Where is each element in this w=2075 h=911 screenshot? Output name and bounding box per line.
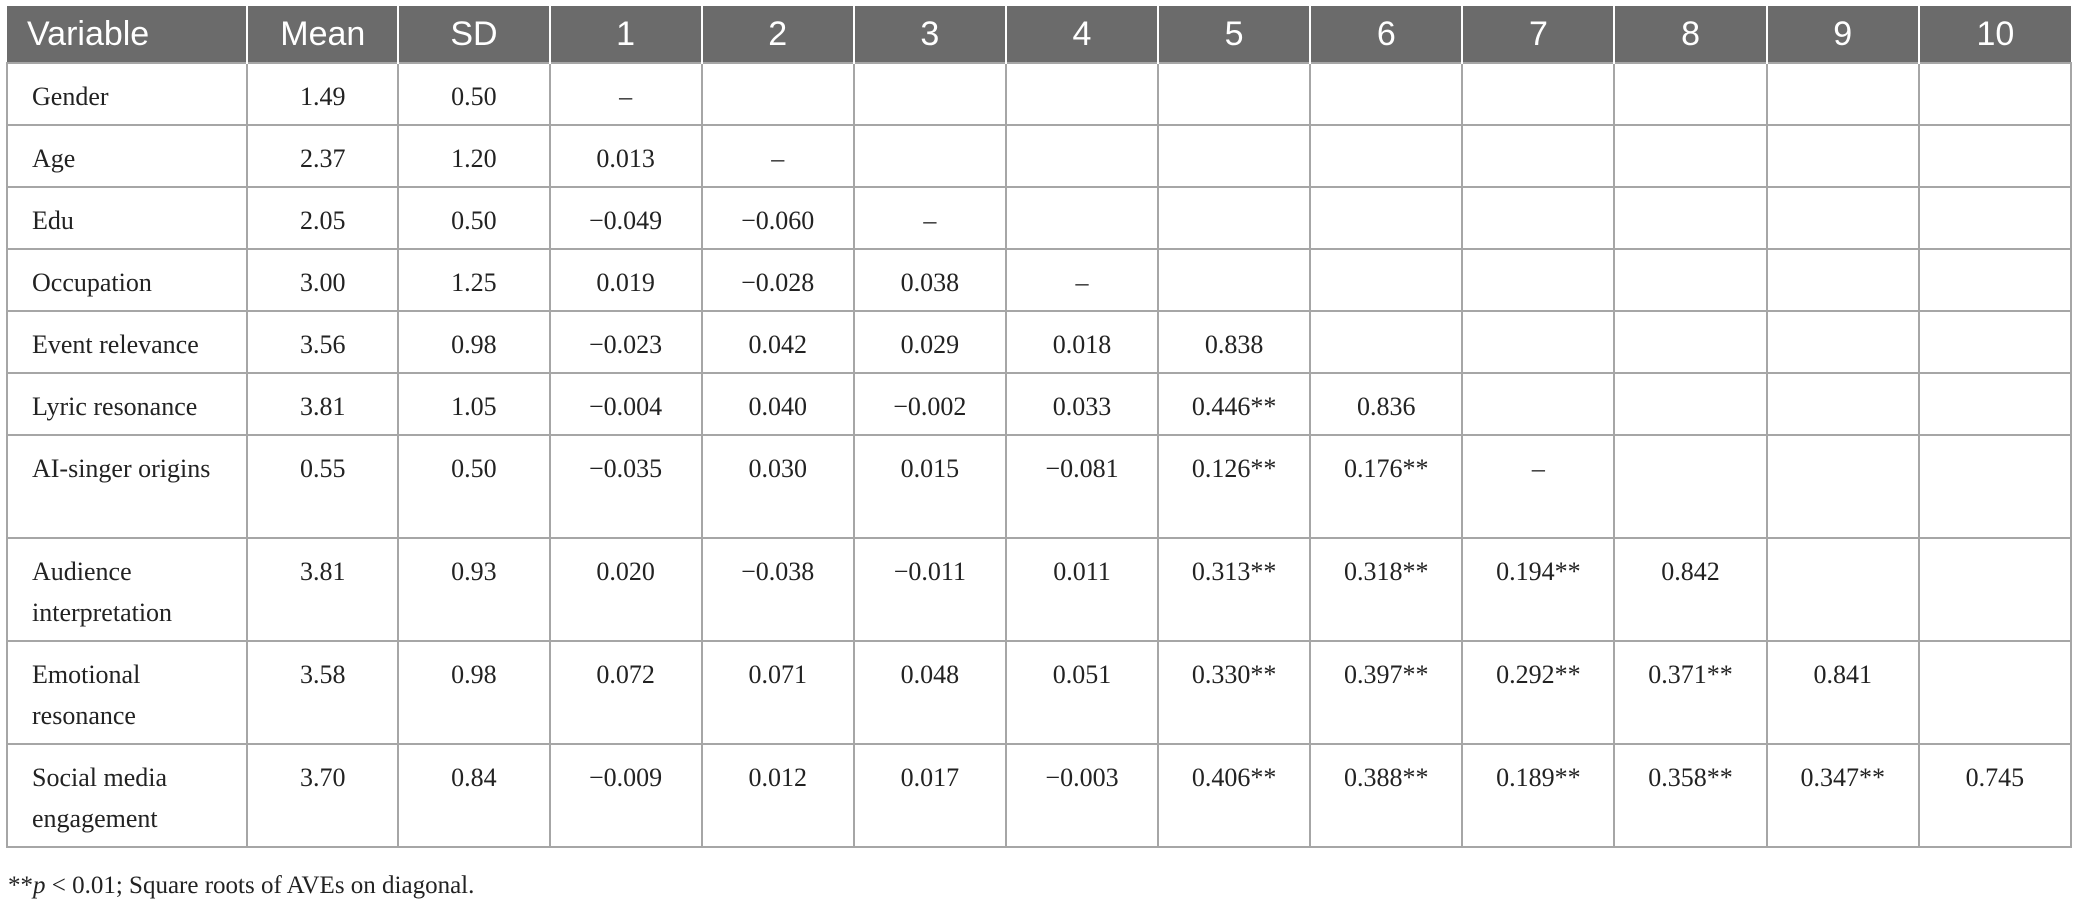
mean-cell: 3.56 [247,311,398,373]
header-cell-2: 2 [702,6,854,63]
header-cell-7: 7 [1462,6,1614,63]
mean-cell: 1.49 [247,63,398,125]
correlation-cell [1919,641,2071,744]
header-cell-4: 4 [1006,6,1158,63]
mean-cell: 3.58 [247,641,398,744]
correlation-cell [1614,125,1766,187]
mean-cell: 3.70 [247,744,398,847]
correlation-cell: 0.397** [1310,641,1462,744]
correlation-cell: 0.017 [854,744,1006,847]
correlation-cell: 0.318** [1310,538,1462,641]
correlation-cell [1767,311,1919,373]
sd-cell: 0.98 [398,641,549,744]
variable-cell: Age [7,125,247,187]
variable-cell: Gender [7,63,247,125]
header-cell-5: 5 [1158,6,1310,63]
correlation-cell: −0.081 [1006,435,1158,538]
footnote-stars: ** [8,872,33,899]
mean-cell: 3.81 [247,538,398,641]
correlation-cell: −0.003 [1006,744,1158,847]
header-cell-6: 6 [1310,6,1462,63]
footnote-p-symbol: p [33,872,46,899]
correlation-cell [1614,311,1766,373]
correlation-cell [1310,249,1462,311]
correlation-cell [1006,125,1158,187]
correlation-cell: −0.028 [702,249,854,311]
correlation-cell [1919,187,2071,249]
sd-cell: 0.50 [398,63,549,125]
correlation-cell [1006,63,1158,125]
correlation-cell: 0.072 [550,641,702,744]
correlation-cell [1919,311,2071,373]
correlation-cell [1767,373,1919,435]
correlation-cell [1462,311,1614,373]
correlation-cell [1310,63,1462,125]
correlation-cell: 0.313** [1158,538,1310,641]
variable-cell: AI-singer origins [7,435,247,538]
correlation-cell [1614,63,1766,125]
table-footnote [8,872,474,900]
sd-cell: 1.25 [398,249,549,311]
header-cell-9: 9 [1767,6,1919,63]
correlation-cell [1919,125,2071,187]
table-row [7,187,2071,249]
mean-cell: 0.55 [247,435,398,538]
correlation-cell [1310,311,1462,373]
sd-cell: 1.20 [398,125,549,187]
correlation-cell: 0.388** [1310,744,1462,847]
correlation-cell [1614,435,1766,538]
correlation-cell [1158,125,1310,187]
correlation-cell: – [702,125,854,187]
sd-cell: 0.93 [398,538,549,641]
correlation-cell: 0.071 [702,641,854,744]
correlation-cell: 0.042 [702,311,854,373]
mean-cell: 2.05 [247,187,398,249]
correlation-cell: – [1006,249,1158,311]
correlation-cell: 0.030 [702,435,854,538]
correlation-cell: 0.406** [1158,744,1310,847]
header-cell-3: 3 [854,6,1006,63]
correlation-cell [854,125,1006,187]
correlation-cell: 0.020 [550,538,702,641]
variable-cell: Occupation [7,249,247,311]
header-cell-1: 1 [550,6,702,63]
table-row [7,641,2071,744]
variable-cell: Event relevance [7,311,247,373]
correlation-cell: 0.051 [1006,641,1158,744]
correlation-cell [1614,187,1766,249]
correlation-cell: – [1462,435,1614,538]
correlation-cell: 0.347** [1767,744,1919,847]
correlation-cell [1767,249,1919,311]
correlation-cell [1919,435,2071,538]
table-row [7,538,2071,641]
correlation-cell [1462,373,1614,435]
correlation-cell: 0.013 [550,125,702,187]
correlation-cell: 0.038 [854,249,1006,311]
correlation-cell: −0.060 [702,187,854,249]
correlation-cell: 0.040 [702,373,854,435]
correlation-cell [1919,538,2071,641]
correlation-cell: 0.745 [1919,744,2071,847]
correlation-cell: 0.015 [854,435,1006,538]
correlation-cell: −0.004 [550,373,702,435]
correlation-cell: 0.446** [1158,373,1310,435]
correlation-cell: −0.023 [550,311,702,373]
mean-cell: 2.37 [247,125,398,187]
correlation-cell [702,63,854,125]
correlation-cell: 0.189** [1462,744,1614,847]
table-row [7,63,2071,125]
header-cell-10: 10 [1919,6,2071,63]
correlation-cell [1767,63,1919,125]
correlation-table-container [6,6,2072,848]
header-cell-sd: SD [398,6,549,63]
footnote-text: < 0.01; Square roots of AVEs on diagonal. [45,872,475,899]
correlation-cell: −0.009 [550,744,702,847]
correlation-cell: 0.011 [1006,538,1158,641]
correlation-cell: −0.011 [854,538,1006,641]
table-body [7,63,2071,847]
correlation-cell: 0.194** [1462,538,1614,641]
correlation-cell [1614,249,1766,311]
correlation-cell [1462,249,1614,311]
correlation-cell [1006,187,1158,249]
correlation-cell: 0.358** [1614,744,1766,847]
correlation-cell [1767,538,1919,641]
table-row [7,744,2071,847]
variable-cell: Edu [7,187,247,249]
correlation-cell: 0.126** [1158,435,1310,538]
correlation-cell [1919,249,2071,311]
correlation-cell: 0.018 [1006,311,1158,373]
mean-cell: 3.00 [247,249,398,311]
correlation-cell: – [854,187,1006,249]
correlation-cell [1462,125,1614,187]
correlation-cell [1919,63,2071,125]
correlation-cell: 0.033 [1006,373,1158,435]
correlation-cell [1158,187,1310,249]
sd-cell: 0.98 [398,311,549,373]
correlation-cell: 0.842 [1614,538,1766,641]
table-row [7,373,2071,435]
table-row [7,125,2071,187]
correlation-cell: −0.035 [550,435,702,538]
correlation-cell: 0.029 [854,311,1006,373]
correlation-cell [1310,187,1462,249]
correlation-cell [1158,249,1310,311]
correlation-table [6,6,2072,848]
header-cell-mean: Mean [247,6,398,63]
header-row [7,6,2071,63]
correlation-cell: 0.176** [1310,435,1462,538]
correlation-cell: 0.019 [550,249,702,311]
mean-cell: 3.81 [247,373,398,435]
correlation-cell: 0.838 [1158,311,1310,373]
variable-cell: Lyric resonance [7,373,247,435]
variable-cell: Emotional resonance [7,641,247,744]
correlation-cell [1310,125,1462,187]
correlation-cell [1767,187,1919,249]
variable-cell: Social media engagement [7,744,247,847]
correlation-cell [1158,63,1310,125]
table-row [7,311,2071,373]
table-row [7,249,2071,311]
correlation-cell [1919,373,2071,435]
correlation-cell: 0.836 [1310,373,1462,435]
correlation-cell: 0.371** [1614,641,1766,744]
correlation-cell: 0.048 [854,641,1006,744]
header-cell-8: 8 [1614,6,1766,63]
sd-cell: 0.50 [398,187,549,249]
correlation-cell [1767,435,1919,538]
correlation-cell [1462,63,1614,125]
correlation-cell [1462,187,1614,249]
header-cell-variable: Variable [7,6,247,63]
sd-cell: 0.84 [398,744,549,847]
correlation-cell: −0.049 [550,187,702,249]
sd-cell: 0.50 [398,435,549,538]
correlation-cell: −0.038 [702,538,854,641]
correlation-cell: −0.002 [854,373,1006,435]
correlation-cell: 0.012 [702,744,854,847]
correlation-cell: 0.292** [1462,641,1614,744]
table-row [7,435,2071,538]
correlation-cell [1614,373,1766,435]
correlation-cell: 0.841 [1767,641,1919,744]
correlation-cell [1767,125,1919,187]
sd-cell: 1.05 [398,373,549,435]
variable-cell: Audience interpretation [7,538,247,641]
correlation-cell [854,63,1006,125]
correlation-cell: 0.330** [1158,641,1310,744]
correlation-cell: – [550,63,702,125]
